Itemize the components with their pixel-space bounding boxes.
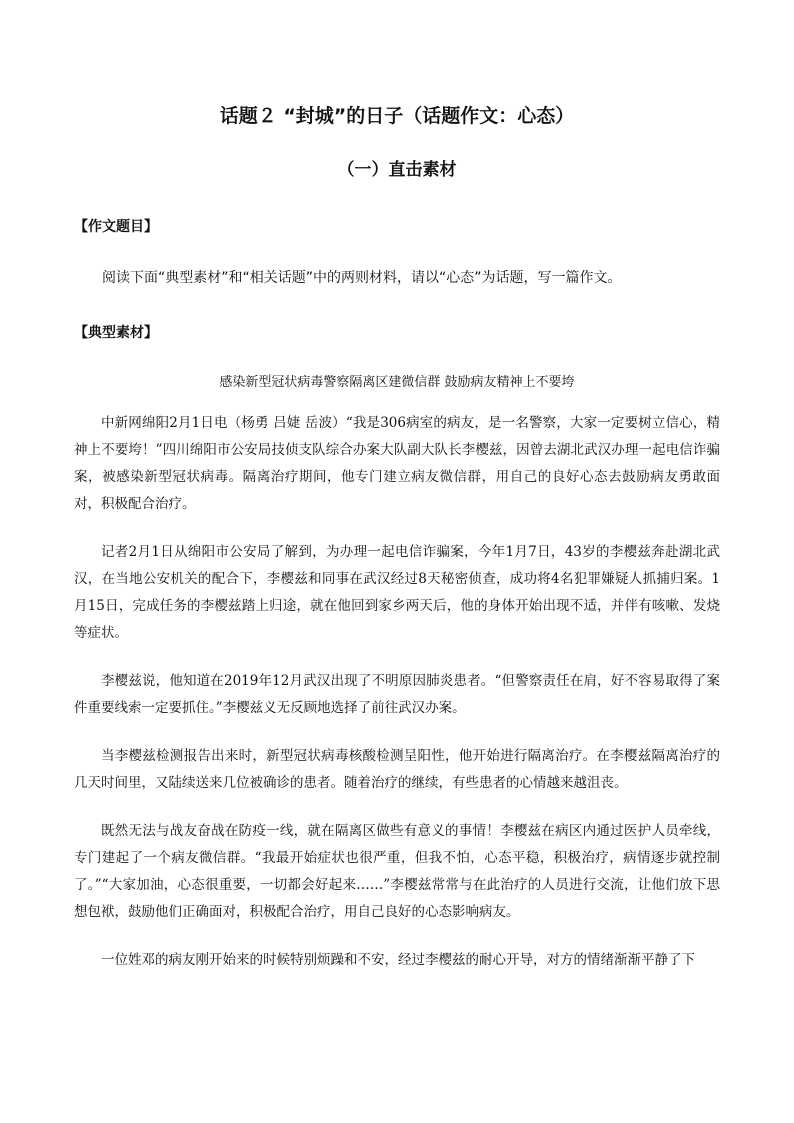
prompt-section-label: 【作文题目】 (74, 219, 158, 235)
article-paragraph: 李樱兹说，他知道在2019年12月武汉出现了不明原因肺炎患者。“但警察责任在肩，好不容易取得了案件重要线索一定要抓住。”李樱兹义无反顾地选择了前往武汉办案。 (74, 673, 720, 716)
article-paragraph: 中新网绵阳2月1日电（杨勇 吕婕 岳波）“我是306病室的病友，是一名警察，大家一定要树立信心，精神上不要垮！”四川绵阳市公安局技侦支队综合办案大队副大队长李樱兹，因曾去湖北武汉办理一起电信诈骗案，被感染新型冠状病毒。隔离治疗期间，他专门建立病友微信群，用自己的良好心态去鼓励病友勇敢面对，积极配合治疗。 (74, 415, 720, 512)
article-body (74, 410, 720, 995)
article-paragraph: 一位姓邓的病友刚开始来的时候特别烦躁和不安，经过李樱兹的耐心开导，对方的情绪渐渐平静了下 (101, 952, 695, 968)
page-title: 话题２ “封城”的日子（话题作文：心态） (219, 105, 575, 127)
article-paragraph: 当李樱兹检测报告出来时，新型冠状病毒核酸检测呈阳性，他开始进行隔离治疗。在李樱兹隔离治疗的几天时间里，又陆续送来几位被确诊的患者。随着治疗的继续，有些患者的心情越来越沮丧。 (74, 748, 720, 791)
article-paragraph: 既然无法与战友奋战在防疫一线，就在隔离区做些有意义的事情！李樱兹在病区内通过医护人员牵线，专门建起了一个病友微信群。“我最开始症状也很严重，但我不怕，心态平稳，积极治疗，病情逐步就控制了。”“大家加油，心态很重要，一切都会好起来……”李樱兹常常与在此治疗的人员进行交流，让他们放下思想包袱，鼓励他们正确面对，积极配合治疗，用自己良好的心态影响病友。 (74, 823, 720, 920)
article-title: 感染新型冠状病毒警察隔离区建微信群 鼓励病友精神上不要垮 (219, 375, 575, 390)
material-section-label: 【典型素材】 (74, 325, 158, 341)
prompt-text: 阅读下面“典型素材”和“相关话题”中的两则材料，请以“心态”为话题，写一篇作文。 (102, 270, 622, 286)
article-paragraph: 记者2月1日从绵阳市公安局了解到，为办理一起电信诈骗案，今年1月7日，43岁的李樱兹奔赴湖北武汉，在当地公安机关的配合下，李樱兹和同事在武汉经过8天秘密侦查，成功将4名犯罪嫌疑人抓捕归案。1月15日，完成任务的李樱兹踏上归途，就在他回到家乡两天后，他的身体开始出现不适，并伴有咳嗽、发烧等症状。 (74, 544, 720, 641)
section-subtitle: （一）直击素材 (337, 160, 457, 180)
